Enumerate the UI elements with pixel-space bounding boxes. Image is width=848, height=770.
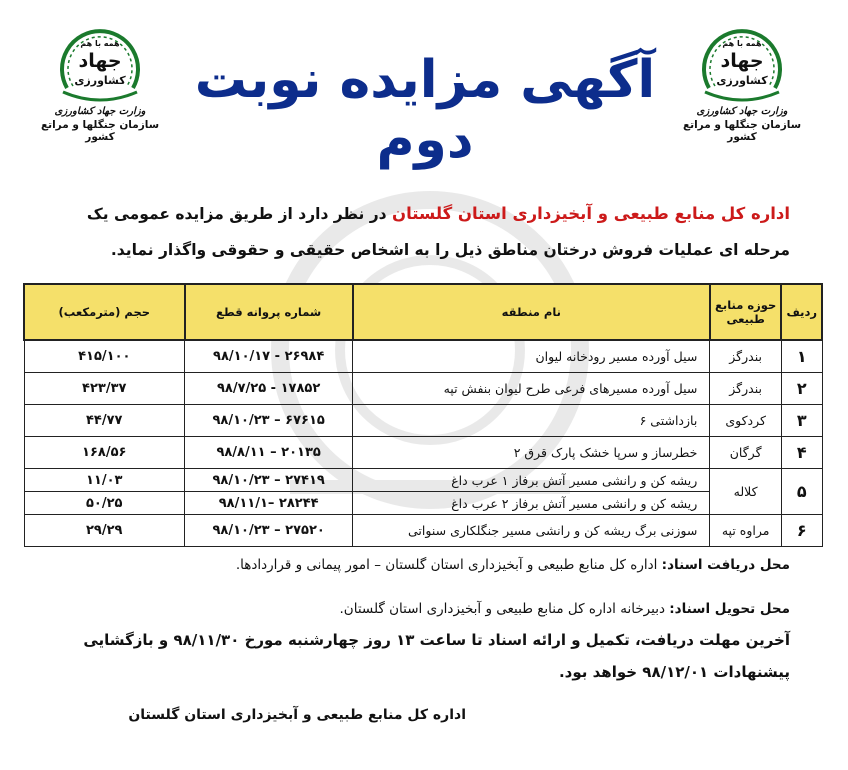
row-district: گرگان <box>710 437 782 469</box>
row-volume: ۲۹/۲۹ <box>24 515 185 547</box>
ministry-logo-right <box>672 26 812 146</box>
receive-location <box>236 557 790 573</box>
row-number: ۶ <box>781 515 822 547</box>
row-number: ۱ <box>781 340 822 373</box>
deadline-paragraph <box>60 624 790 688</box>
table-row <box>24 437 822 469</box>
table-row <box>24 340 822 373</box>
row-district: کلاله <box>710 469 782 515</box>
intro-line2: مرحله ای عملیات فروش درختان مناطق ذیل را به اشخاص حقیقی و حقوقی واگذار نماید. <box>110 241 790 259</box>
header-volume: حجم (مترمکعب) <box>24 284 185 340</box>
row-volume: ۱۶۸/۵۶ <box>24 437 185 469</box>
row-volume: ۵۰/۲۵ <box>24 492 185 515</box>
row-district: بندرگز <box>710 373 782 405</box>
table-row <box>24 515 822 547</box>
row-permit: ۲۷۵۲۰ – ۹۸/۱۰/۲۳ <box>185 515 353 547</box>
row-permit: ۲۷۴۱۹ – ۹۸/۱۰/۲۳ <box>185 469 353 492</box>
row-permit: ۲۰۱۳۵ – ۹۸/۸/۱۱ <box>185 437 353 469</box>
ministry-name: وزارت جهاد کشاورزی <box>696 106 788 117</box>
header-row-number: ردیف <box>781 284 822 340</box>
org-name: سازمان جنگلها و مراتع کشور <box>40 119 160 143</box>
row-number: ۲ <box>781 373 822 405</box>
row-number: ۵ <box>781 469 822 515</box>
intro-line1: در نظر دارد از طریق مزایده عمومی یک <box>86 205 393 223</box>
page-title: آگهی مزایده نوبت دوم <box>194 50 656 170</box>
table-row <box>24 492 822 515</box>
row-number: ۳ <box>781 405 822 437</box>
row-permit: ۲۶۹۸۴ - ۹۸/۱۰/۱۷ <box>185 340 353 373</box>
row-area: ریشه کن و رانشی مسیر آتش برفاز ۲ عرب داغ <box>353 492 710 515</box>
badge-sub: کشاورزی <box>74 74 126 87</box>
badge-main: جهاد <box>78 50 122 72</box>
deliver-label: محل تحویل اسناد: <box>669 601 790 617</box>
row-permit: ۱۷۸۵۲ - ۹۸/۷/۲۵ <box>185 373 353 405</box>
row-area: سیل آورده مسیرهای فرعی طرح لیوان بنفش تپه <box>353 373 710 405</box>
table-row <box>24 373 822 405</box>
badge-top: همه با هم <box>722 39 762 48</box>
row-area: خطرساز و سرپا خشک پارک قرق ۲ <box>353 437 710 469</box>
agency-name: اداره کل منابع طبیعی و آبخیزداری استان گلستان <box>392 204 790 223</box>
badge-top: همه با هم <box>80 39 120 48</box>
row-district: مراوه تپه <box>710 515 782 547</box>
row-volume: ۴۴/۷۷ <box>24 405 185 437</box>
receive-text: اداره کل منابع طبیعی و آبخیزداری استان گلستان – امور پیمانی و قراردادها. <box>235 557 662 573</box>
row-district: بندرگز <box>710 340 782 373</box>
row-volume: ۴۱۵/۱۰۰ <box>24 340 185 373</box>
row-volume: ۴۲۳/۳۷ <box>24 373 185 405</box>
table-header-row <box>24 284 822 340</box>
table-row <box>24 405 822 437</box>
row-permit: ۶۷۶۱۵ – ۹۸/۱۰/۲۳ <box>185 405 353 437</box>
header-permit: شماره پروانه قطع <box>185 284 353 340</box>
row-volume: ۱۱/۰۳ <box>24 469 185 492</box>
header-area: نام منطقه <box>353 284 710 340</box>
auction-table <box>23 283 823 547</box>
table-row <box>24 469 822 492</box>
deliver-location <box>340 601 790 617</box>
receive-label: محل دریافت اسناد: <box>661 557 790 573</box>
deadline-line1: آخرین مهلت دریافت، تکمیل و ارائه اسناد تا ساعت ۱۳ روز چهارشنبه مورخ ۹۸/۱۱/۳۰ و بازگشایی <box>83 631 790 649</box>
org-name: سازمان جنگلها و مراتع کشور <box>682 119 802 143</box>
row-area: ریشه کن و رانشی مسیر آتش برفاز ۱ عرب داغ <box>353 469 710 492</box>
ministry-name: وزارت جهاد کشاورزی <box>54 106 146 117</box>
row-number: ۴ <box>781 437 822 469</box>
deliver-text: دبیرخانه اداره کل منابع طبیعی و آبخیزداری استان گلستان. <box>339 601 670 617</box>
row-area: سیل آورده مسیر رودخانه لیوان <box>353 340 710 373</box>
header-district: حوزه منابع طبیعی <box>710 284 782 340</box>
row-district: کردکوی <box>710 405 782 437</box>
badge-main: جهاد <box>720 50 764 72</box>
badge-sub: کشاورزی <box>716 74 768 87</box>
row-permit: ۲۸۲۴۴ –۹۸/۱۱/۱ <box>185 492 353 515</box>
row-area: بازداشتی ۶ <box>353 405 710 437</box>
intro-paragraph <box>50 196 790 268</box>
deadline-line2: پیشنهادات ۹۸/۱۲/۰۱ خواهد بود. <box>558 663 790 681</box>
row-area: سوزنی برگ ریشه کن و رانشی مسیر جنگلکاری سنواتی <box>353 515 710 547</box>
ministry-logo-left <box>30 26 170 146</box>
signature: اداره کل منابع طبیعی و آبخیزداری استان گلستان <box>128 707 466 723</box>
